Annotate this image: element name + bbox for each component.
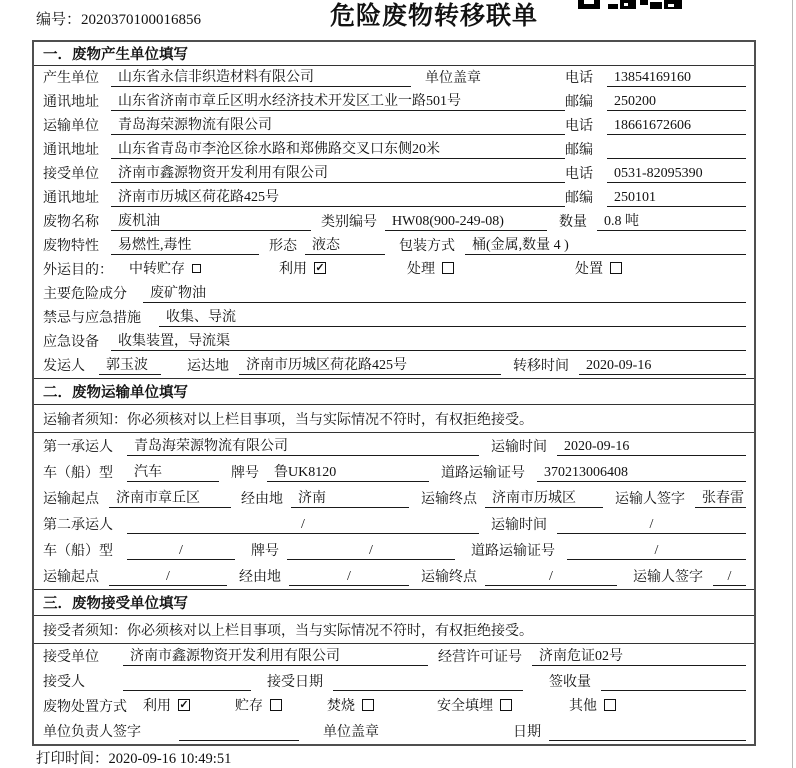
serial-value: 2020370100016856 xyxy=(81,12,202,28)
transporter-notice-row xyxy=(34,405,754,433)
field-label: 日期 xyxy=(513,725,541,740)
field-value: 济南市鑫源物资开发利用有限公司 xyxy=(111,162,565,183)
section-header: 二．废物运输单位填写 xyxy=(34,378,754,405)
field-value: 山东省济南市章丘区明水经济技术开发区工业一路501号 xyxy=(111,90,565,111)
field-label: 牌号 xyxy=(231,466,259,481)
field-label: 车（船）型 xyxy=(43,544,113,559)
field-value: 桶(金属,数量 4 ) xyxy=(465,234,746,255)
field-value: / xyxy=(485,569,617,586)
field-label: 第二承运人 xyxy=(43,518,113,533)
page-edge-line xyxy=(792,0,793,768)
field-label: 主要危险成分 xyxy=(43,287,127,302)
field-label: 签收量 xyxy=(549,675,591,690)
field-value: 济南市历城区 xyxy=(485,487,603,508)
field-label: 单位盖章 xyxy=(323,725,379,740)
field-label: 运输终点 xyxy=(421,570,477,585)
main-hazard-row xyxy=(34,282,754,306)
transfer-purpose-row xyxy=(34,258,754,282)
field-label: 接受单位 xyxy=(43,650,99,665)
field-label: 电话 xyxy=(565,167,593,182)
field-value: 济南市鑫源物资开发利用有限公司 xyxy=(123,645,428,666)
emergency-equipment-row xyxy=(34,330,754,354)
field-label: 产生单位 xyxy=(43,71,99,86)
responsible-signature-row xyxy=(34,719,754,744)
checkbox-label: 利用 xyxy=(279,262,307,277)
field-value: 张春雷 xyxy=(695,487,746,508)
field-value: 郭玉波 xyxy=(99,354,161,375)
checkbox-label: 处理 xyxy=(407,262,435,277)
checkbox-option xyxy=(129,258,279,278)
field-value: HW08(900-249-08) xyxy=(385,214,547,231)
field-label: 运输单位 xyxy=(43,119,99,134)
section-header: 三．废物接受单位填写 xyxy=(34,589,754,616)
field-label: 运达地 xyxy=(187,359,229,374)
checkbox-checked-icon: ✓ xyxy=(179,698,189,711)
producer-unit-row xyxy=(34,66,754,90)
vehicle-type-2-row xyxy=(34,537,754,563)
field-label: 包装方式 xyxy=(399,239,455,254)
field-value: 鲁UK8120 xyxy=(267,461,429,482)
emergency-measures-row xyxy=(34,306,754,330)
field-value: / xyxy=(289,569,409,586)
field-label: 类别编号 xyxy=(321,215,377,230)
field-label: 运输者须知：你必须核对以上栏目事项，当与实际情况不符时，有权拒绝接受。 xyxy=(43,412,533,428)
vehicle-type-1-row xyxy=(34,459,754,485)
checkbox-icon xyxy=(604,699,616,711)
field-value: 汽车 xyxy=(127,461,219,482)
receiver-address-row xyxy=(34,186,754,210)
checkbox-label: 处置 xyxy=(575,262,603,277)
field-label: 外运目的： xyxy=(43,263,113,278)
field-value: / xyxy=(109,569,227,586)
checkbox-option xyxy=(569,695,746,715)
transport-address-row xyxy=(34,138,754,162)
field-label: 运输人签字 xyxy=(615,492,685,507)
checkbox-label: 中转贮存 xyxy=(129,262,185,277)
field-value: 济南 xyxy=(291,487,409,508)
field-value: 2020-09-16 xyxy=(579,358,746,375)
field-value xyxy=(179,724,299,741)
checkbox-icon xyxy=(500,699,512,711)
field-value: 250200 xyxy=(607,94,746,111)
field-label: 接受日期 xyxy=(267,675,323,690)
field-label: 运输时间 xyxy=(491,518,547,533)
field-value: 青岛海荣源物流有限公司 xyxy=(127,435,479,456)
receiver-unit-row xyxy=(34,162,754,186)
field-label: 通讯地址 xyxy=(43,191,99,206)
field-label: 电话 xyxy=(565,71,593,86)
field-label: 邮编 xyxy=(565,191,593,206)
field-label: 邮编 xyxy=(565,95,593,110)
field-value: 青岛海荣源物流有限公司 xyxy=(111,114,565,135)
route-2-row xyxy=(34,563,754,589)
dispatcher-row xyxy=(34,354,754,378)
field-value: / xyxy=(713,569,746,586)
field-value: / xyxy=(287,543,455,560)
serial-label: 编号： xyxy=(36,12,82,28)
field-value: / xyxy=(127,517,479,534)
checkbox-label: 焚烧 xyxy=(327,699,355,714)
field-value: 370213006408 xyxy=(537,465,746,482)
field-label: 运输人签字 xyxy=(633,570,703,585)
waste-characteristics-row xyxy=(34,234,754,258)
field-value: 易燃性,毒性 xyxy=(111,234,259,255)
field-value: 济南危证02号 xyxy=(532,645,746,666)
field-label: 发运人 xyxy=(43,359,85,374)
second-carrier-row xyxy=(34,511,754,537)
print-time xyxy=(36,747,231,768)
field-label: 运输终点 xyxy=(421,492,477,507)
field-label: 接受单位 xyxy=(43,167,99,182)
field-value xyxy=(123,674,251,691)
field-label: 单位盖章 xyxy=(425,71,481,86)
print-time-value: 2020-09-16 10:49:51 xyxy=(108,751,232,767)
field-value: 收集、导流 xyxy=(159,306,746,327)
route-1-row xyxy=(34,485,754,511)
field-value: 0531-82095390 xyxy=(607,166,746,183)
checkbox-label: 利用 xyxy=(143,699,171,714)
field-value: / xyxy=(567,543,746,560)
disposal-method-row xyxy=(34,694,754,719)
field-label: 数量 xyxy=(559,215,587,230)
checkbox-option xyxy=(437,695,569,715)
checkbox-icon xyxy=(442,262,454,274)
field-label: 通讯地址 xyxy=(43,95,99,110)
checkbox-label: 安全填埋 xyxy=(437,699,493,714)
checkbox-icon xyxy=(362,699,374,711)
field-label: 应急设备 xyxy=(43,335,99,350)
field-value: 18661672606 xyxy=(607,118,746,135)
field-value: / xyxy=(557,517,746,534)
checkbox-icon xyxy=(270,699,282,711)
serial-number xyxy=(36,8,201,29)
field-label: 废物特性 xyxy=(43,239,99,254)
field-value: 济南市章丘区 xyxy=(109,487,231,508)
field-label: 经营许可证号 xyxy=(438,650,522,665)
checkbox-option xyxy=(407,258,575,278)
field-label: 牌号 xyxy=(251,544,279,559)
field-label: 废物名称 xyxy=(43,215,99,230)
page-title: 危险废物转移联单 xyxy=(330,3,539,30)
field-value: 山东省永信非织造材料有限公司 xyxy=(111,66,411,87)
field-value xyxy=(549,724,746,741)
receiver-notice-row xyxy=(34,616,754,644)
checkbox-option xyxy=(235,695,327,715)
field-label: 经由地 xyxy=(239,570,281,585)
checkbox-label: 其他 xyxy=(569,699,597,714)
field-value: 济南市历城区荷花路425号 xyxy=(239,354,501,375)
field-label: 邮编 xyxy=(565,143,593,158)
field-label: 接受人 xyxy=(43,675,85,690)
checkbox-option xyxy=(575,258,746,278)
print-time-label: 打印时间： xyxy=(36,751,109,767)
field-label: 单位负责人签字 xyxy=(43,725,141,740)
field-value: 山东省青岛市李沧区徐水路和郑佛路交叉口东侧20米 xyxy=(111,138,565,159)
checkbox-checked-icon: ✓ xyxy=(315,261,325,274)
field-label: 运输起点 xyxy=(43,570,99,585)
field-label: 道路运输证号 xyxy=(471,544,555,559)
checkbox-option xyxy=(143,695,235,715)
field-label: 第一承运人 xyxy=(43,440,113,455)
field-value: 0.8 吨 xyxy=(597,210,746,231)
checkbox-option xyxy=(327,695,437,715)
field-value: / xyxy=(127,543,235,560)
checkbox-icon xyxy=(610,262,622,274)
checkbox-option xyxy=(279,258,407,278)
transport-unit-row xyxy=(34,114,754,138)
field-label: 废物处置方式 xyxy=(43,700,127,715)
field-value xyxy=(601,674,746,691)
section-header: 一．废物产生单位填写 xyxy=(34,42,754,66)
field-value: 收集装置，导流渠 xyxy=(111,330,746,351)
field-label: 运输时间 xyxy=(491,440,547,455)
field-label: 电话 xyxy=(565,119,593,134)
checkbox-icon xyxy=(192,264,201,273)
field-value: 液态 xyxy=(305,234,385,255)
field-label: 车（船）型 xyxy=(43,466,113,481)
field-value: 济南市历城区荷花路425号 xyxy=(111,186,565,207)
field-value: 2020-09-16 xyxy=(557,439,746,456)
field-label: 禁忌与应急措施 xyxy=(43,311,141,326)
field-label: 道路运输证号 xyxy=(441,466,525,481)
field-value xyxy=(333,674,523,691)
field-value: 废机油 xyxy=(111,210,311,231)
field-value xyxy=(607,142,746,159)
field-label: 转移时间 xyxy=(513,359,569,374)
field-value: 13854169160 xyxy=(607,70,746,87)
producer-address-row xyxy=(34,90,754,114)
field-value: 废矿物油 xyxy=(143,282,746,303)
checkbox-label: 贮存 xyxy=(235,699,263,714)
waste-name-row xyxy=(34,210,754,234)
field-label: 经由地 xyxy=(241,492,283,507)
receiving-unit-row xyxy=(34,644,754,669)
field-label: 运输起点 xyxy=(43,492,99,507)
receiver-person-row xyxy=(34,669,754,694)
field-value: 250101 xyxy=(607,190,746,207)
qr-code-partial-icon xyxy=(578,0,682,10)
field-label: 接受者须知：你必须核对以上栏目事项，当与实际情况不符时，有权拒绝接受。 xyxy=(43,623,533,639)
first-carrier-row xyxy=(34,433,754,459)
form-table xyxy=(32,40,756,746)
field-label: 通讯地址 xyxy=(43,143,99,158)
field-label: 形态 xyxy=(269,239,297,254)
